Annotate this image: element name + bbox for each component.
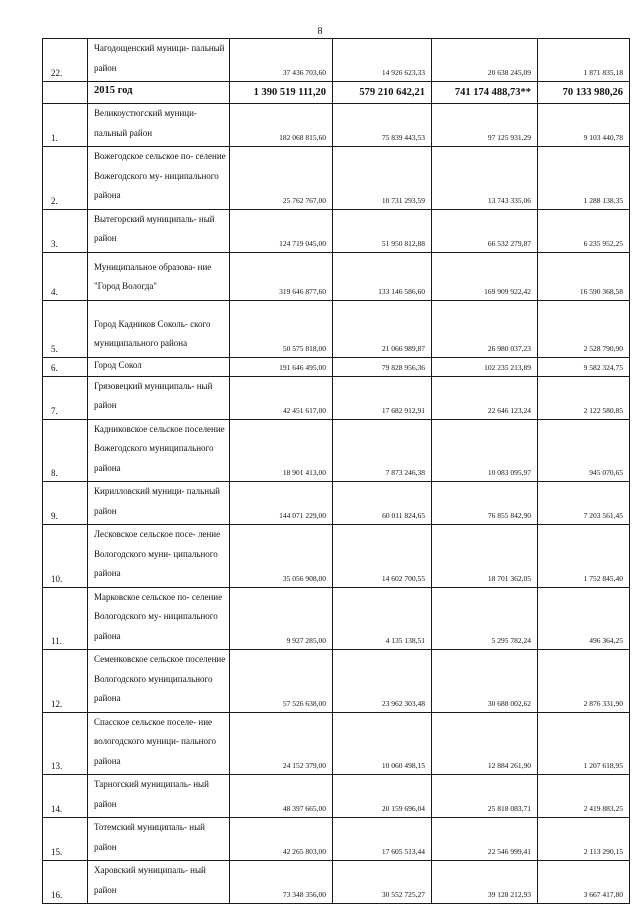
table-row: [43, 712, 630, 775]
table-row: [43, 587, 630, 650]
value-col-1: 57 526 638,00: [230, 650, 333, 713]
value-col-3: 26 980 037,23: [432, 300, 538, 357]
table-row: [43, 818, 630, 861]
value-col-2: 7 873 246,38: [333, 419, 432, 482]
total-row: [43, 82, 630, 104]
value-col-3: 66 532 279,87: [432, 209, 538, 252]
value-col-4: 2 113 290,15: [538, 818, 630, 861]
value-col-1: 48 397 665,00: [230, 775, 333, 818]
value-col-4: 3 667 417,80: [538, 861, 630, 904]
value-col-4: 6 235 952,25: [538, 209, 630, 252]
value-col-4: 9 582 324,75: [538, 357, 630, 376]
row-number: 6.: [43, 357, 88, 376]
table-row: [43, 482, 630, 525]
value-col-1: 9 927 285,00: [230, 587, 333, 650]
value-col-3: 22 546 999,41: [432, 818, 538, 861]
value-col-3: 22 646 123,24: [432, 376, 538, 419]
row-name: 2015 год: [88, 82, 230, 104]
row-name: Кирилловский муници- пальный район: [88, 482, 230, 525]
row-name: Тотемский муниципаль- ный район: [88, 818, 230, 861]
value-col-1: 42 265 803,00: [230, 818, 333, 861]
value-col-2: 51 950 812,88: [333, 209, 432, 252]
value-col-3: 12 884 261,90: [432, 712, 538, 775]
value-col-2: 79 828 956,36: [333, 357, 432, 376]
row-number: 12.: [43, 650, 88, 713]
value-col-3: 18 701 362,05: [432, 525, 538, 588]
value-col-1: 42 451 617,00: [230, 376, 333, 419]
value-col-2: 60 011 824,65: [333, 482, 432, 525]
value-col-3: 5 295 782,24: [432, 587, 538, 650]
value-col-2: 579 210 642,21: [333, 82, 432, 104]
value-col-3: 741 174 488,73**: [432, 82, 538, 104]
value-col-3: 97 125 931,29: [432, 104, 538, 147]
row-name: Лесковское сельское посе- ление Вологодского муни- ципального района: [88, 525, 230, 588]
value-col-2: 14 926 623,33: [333, 39, 432, 82]
value-col-4: 9 103 440,78: [538, 104, 630, 147]
value-col-1: 24 152 379,00: [230, 712, 333, 775]
row-number: 4.: [43, 252, 88, 300]
table-row: [43, 209, 630, 252]
row-name: Грязовецкий муниципаль- ный район: [88, 376, 230, 419]
table-row: [43, 300, 630, 357]
row-number: 1.: [43, 104, 88, 147]
value-col-4: 1 752 845,40: [538, 525, 630, 588]
row-name: Чагодощенский муници- пальный район: [88, 39, 230, 82]
value-col-3: 76 855 842,90: [432, 482, 538, 525]
value-col-1: 35 056 908,00: [230, 525, 333, 588]
value-col-3: 10 083 095,97: [432, 419, 538, 482]
value-col-1: 73 348 356,00: [230, 861, 333, 904]
value-col-1: 182 068 815,60: [230, 104, 333, 147]
row-number: [43, 82, 88, 104]
table-row: [43, 775, 630, 818]
row-number: 7.: [43, 376, 88, 419]
row-number: 5.: [43, 300, 88, 357]
value-col-2: 20 159 696,04: [333, 775, 432, 818]
value-col-4: 2 876 331,90: [538, 650, 630, 713]
value-col-1: 50 575 818,00: [230, 300, 333, 357]
value-col-2: 10 060 498,15: [333, 712, 432, 775]
row-number: 2.: [43, 147, 88, 210]
value-col-3: 25 818 083,71: [432, 775, 538, 818]
row-name: Семенковское сельское поселение Вологодского муниципального района: [88, 650, 230, 713]
value-col-1: 25 762 767,00: [230, 147, 333, 210]
row-number: 14.: [43, 775, 88, 818]
value-col-2: 75 839 443,53: [333, 104, 432, 147]
row-number: 22.: [43, 39, 88, 82]
value-col-3: 39 128 212,93: [432, 861, 538, 904]
value-col-2: 21 066 989,87: [333, 300, 432, 357]
value-col-4: 2 528 790,90: [538, 300, 630, 357]
budget-table: [42, 38, 630, 904]
table-row: [43, 104, 630, 147]
value-col-2: 14 602 700,55: [333, 525, 432, 588]
row-name: Великоустюгский муници- пальный район: [88, 104, 230, 147]
page-number: 8: [317, 26, 323, 37]
value-col-3: 20 638 245,09: [432, 39, 538, 82]
value-col-4: 70 133 980,26: [538, 82, 630, 104]
row-number: 15.: [43, 818, 88, 861]
value-col-4: 1 288 138,35: [538, 147, 630, 210]
table-row: [43, 650, 630, 713]
table-row: [43, 39, 630, 82]
value-col-4: 1 207 618,95: [538, 712, 630, 775]
row-name: Вытегорский муниципаль- ный район: [88, 209, 230, 252]
value-col-4: 496 364,25: [538, 587, 630, 650]
value-col-2: 17 682 912,91: [333, 376, 432, 419]
table-row: [43, 357, 630, 376]
row-number: 3.: [43, 209, 88, 252]
row-number: 10.: [43, 525, 88, 588]
value-col-1: 124 719 045,00: [230, 209, 333, 252]
row-name: Город Кадников Соколь- ского муниципального района: [88, 300, 230, 357]
row-name: Спасское сельское поселе- ние вологодского муници- пального района: [88, 712, 230, 775]
row-name: Марковское сельское по- селение Вологодского му- ниципального района: [88, 587, 230, 650]
value-col-2: 133 146 586,60: [333, 252, 432, 300]
row-name: Вожегодское сельское по- селение Вожегодского му- ниципального района: [88, 147, 230, 210]
value-col-3: 13 743 335,06: [432, 147, 538, 210]
value-col-2: 30 552 725,27: [333, 861, 432, 904]
value-col-2: 10 731 293,59: [333, 147, 432, 210]
row-name: Муниципальное образова- ние "Город Вологда": [88, 252, 230, 300]
row-number: 9.: [43, 482, 88, 525]
table-row: [43, 525, 630, 588]
value-col-2: 4 135 138,51: [333, 587, 432, 650]
value-col-1: 1 390 519 111,20: [230, 82, 333, 104]
value-col-1: 37 436 703,60: [230, 39, 333, 82]
value-col-4: 1 871 835,18: [538, 39, 630, 82]
row-name: Кадниковское сельское поселение Вожегодского муниципального района: [88, 419, 230, 482]
row-name: Харовский муниципаль- ный район: [88, 861, 230, 904]
value-col-4: 945 070,65: [538, 419, 630, 482]
row-name: Тарногский муниципаль- ный район: [88, 775, 230, 818]
value-col-4: 2 122 580,85: [538, 376, 630, 419]
row-name: Город Сокол: [88, 357, 230, 376]
table-row: [43, 419, 630, 482]
value-col-1: 144 071 229,00: [230, 482, 333, 525]
value-col-3: 102 235 213,89: [432, 357, 538, 376]
value-col-3: 169 909 922,42: [432, 252, 538, 300]
table-row: [43, 861, 630, 904]
value-col-1: 191 646 495,00: [230, 357, 333, 376]
row-number: 16.: [43, 861, 88, 904]
value-col-2: 23 962 303,48: [333, 650, 432, 713]
value-col-4: 2 419 883,25: [538, 775, 630, 818]
value-col-3: 30 688 002,62: [432, 650, 538, 713]
table-row: [43, 376, 630, 419]
row-number: 8.: [43, 419, 88, 482]
value-col-4: 7 203 561,45: [538, 482, 630, 525]
table-row: [43, 147, 630, 210]
value-col-4: 16 590 368,58: [538, 252, 630, 300]
value-col-1: 319 646 877,60: [230, 252, 333, 300]
value-col-1: 18 901 413,00: [230, 419, 333, 482]
row-number: 13.: [43, 712, 88, 775]
table-row: [43, 252, 630, 300]
value-col-2: 17 605 513,44: [333, 818, 432, 861]
row-number: 11.: [43, 587, 88, 650]
